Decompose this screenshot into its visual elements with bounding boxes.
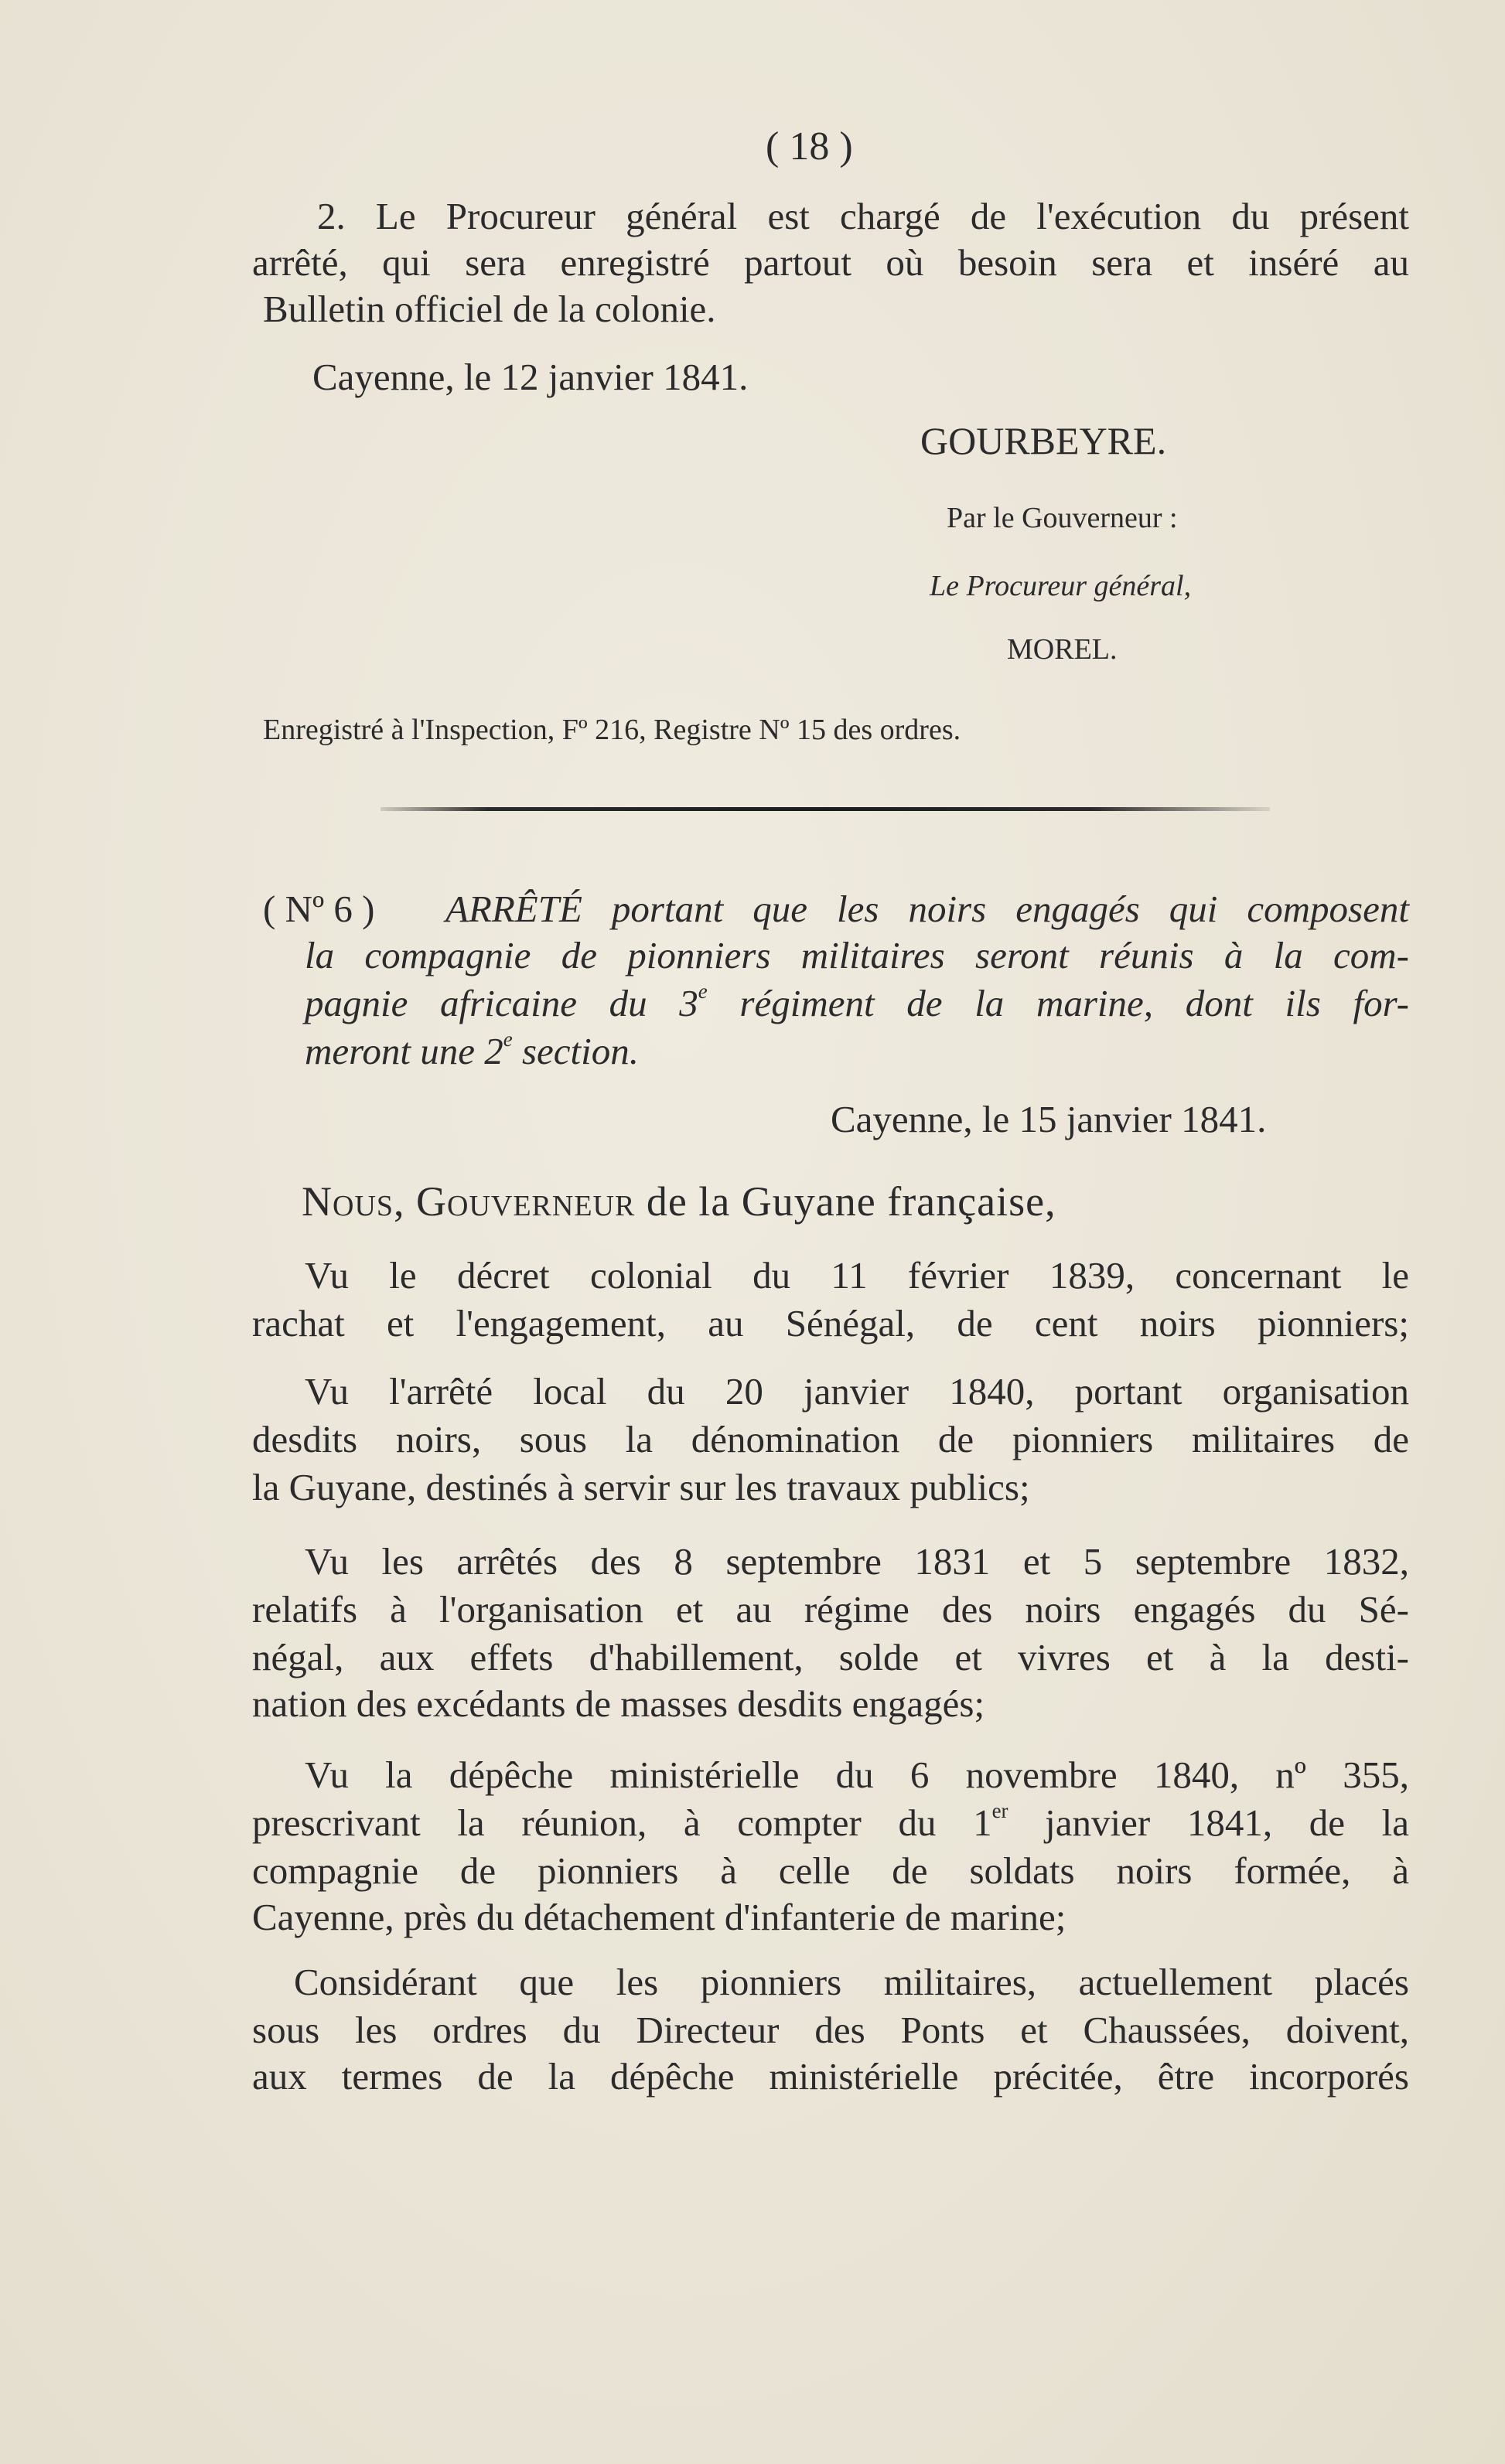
arrete-heading-line-2: la compagnie de pionniers militaires seront réunis à la com- <box>305 934 1409 976</box>
date-line-2: Cayenne, le 15 janvier 1841. <box>831 1098 1267 1140</box>
page-number: ( 18 ) <box>766 124 853 169</box>
consideration-2-line-1: Vu l'arrêté local du 20 janvier 1840, portant organisation <box>305 1370 1409 1413</box>
article-2-line-3: Bulletin officiel de la colonie. <box>263 288 716 330</box>
consideration-4-line-2: prescrivant la réunion, à compter du 1er janvier 1841, de la <box>252 1799 1409 1844</box>
arrete-heading-line-1: ARRÊTÉ portant que les noirs engagés qui composent <box>445 888 1409 930</box>
consideration-2-line-2: desdits noirs, sous la dénomination de pionniers militaires de <box>252 1418 1409 1460</box>
consideration-3-line-2: relatifs à l'organisation et au régime des noirs engagés du Sé- <box>252 1588 1409 1631</box>
arrete-number: ( Nº 6 ) <box>263 888 375 930</box>
consideration-4-line-3: compagnie de pionniers à celle de soldats noirs formée, à <box>252 1849 1409 1892</box>
arrete-heading-line-3: pagnie africaine du 3e régiment de la marine, dont ils for- <box>305 980 1409 1024</box>
consideration-5-line-1: Considérant que les pionniers militaires, actuellement placés <box>294 1961 1409 2003</box>
consideration-3-line-1: Vu les arrêtés des 8 septembre 1831 et 5 septembre 1832, <box>305 1540 1409 1583</box>
signature-role: Le Procureur général, <box>930 570 1192 602</box>
preamble: Nous, Gouverneur de la Guyane française, <box>302 1178 1056 1225</box>
consideration-3-line-4: nation des excédants de masses desdits engagés; <box>252 1682 985 1725</box>
consideration-3-line-3: négal, aux effets d'habillement, solde et vivres et à la desti- <box>252 1636 1409 1678</box>
consideration-1-line-2: rachat et l'engagement, au Sénégal, de cent noirs pionniers; <box>252 1302 1409 1344</box>
section-divider <box>381 807 1270 811</box>
article-2-line-1: 2. Le Procureur général est chargé de l'exécution du présent <box>317 195 1409 237</box>
article-2-line-2: arrêté, qui sera enregistré partout où besoin sera et inséré au <box>252 241 1409 284</box>
consideration-1-line-1: Vu le décret colonial du 11 février 1839, concernant le <box>305 1254 1409 1297</box>
signature-name: GOURBEYRE. <box>920 419 1167 462</box>
consideration-5-line-2: sous les ordres du Directeur des Ponts et Chaussées, doivent, <box>252 2009 1409 2051</box>
consideration-4-line-4: Cayenne, près du détachement d'infanterie de marine; <box>252 1896 1066 1938</box>
registration-line: Enregistré à l'Inspection, Fº 216, Registre Nº 15 des ordres. <box>263 714 961 746</box>
consideration-2-line-3: la Guyane, destinés à servir sur les travaux publics; <box>252 1466 1030 1508</box>
consideration-4-line-1: Vu la dépêche ministérielle du 6 novembre 1840, nº 355, <box>305 1753 1409 1796</box>
date-line-1: Cayenne, le 12 janvier 1841. <box>312 356 749 398</box>
arrete-heading-line-4: meront une 2e section. <box>305 1028 640 1072</box>
signature-by-line: Par le Gouverneur : <box>947 502 1178 534</box>
consideration-5-line-3: aux termes de la dépêche ministérielle précitée, être incorporés <box>252 2055 1409 2098</box>
signature-countersign: MOREL. <box>1007 633 1118 666</box>
